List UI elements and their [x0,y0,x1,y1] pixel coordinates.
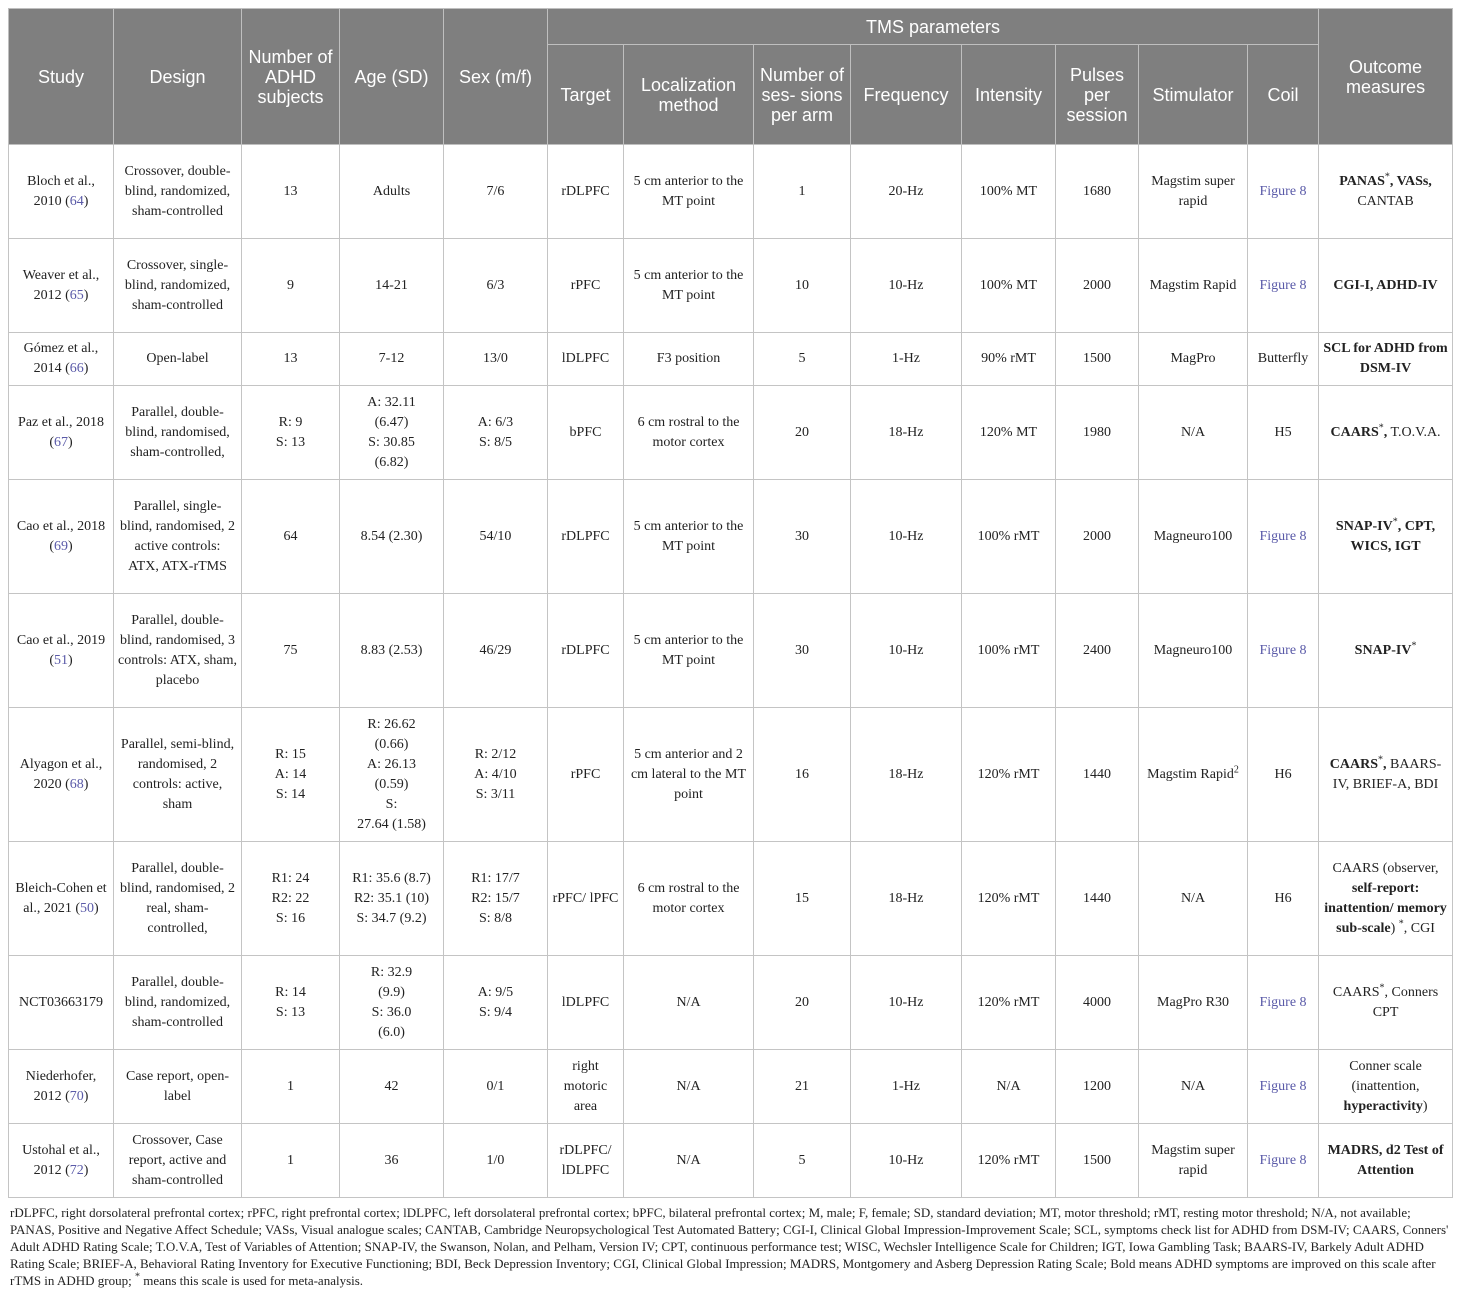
cell-sex: 7/6 [444,145,548,239]
cell-sessions: 20 [754,956,851,1050]
cell-number-adhd: 13 [242,145,340,239]
cell-age [340,386,444,480]
cell-frequency: 18-Hz [851,708,962,842]
cell-frequency: 10-Hz [851,480,962,594]
cell-stimulator [1139,956,1248,1050]
age-line: 27.64 (1.58) [357,816,426,832]
cell-outcome [1319,480,1453,594]
stimulator-name: MagPro R30 [1157,994,1229,1010]
footnote-text: rDLPFC, right dorsolateral prefrontal cortex; rPFC, right prefrontal cortex; lDLPFC, left dorsolateral prefrontal cortex; bPFC, bilateral prefrontal cortex; M, male; F, female; SD, standard deviation; MT, motor threshold; rMT, resting motor threshold; N/A, not available; PANAS, Positive and Negative Affect Schedule; VASs, Visual analogue scales; CANTAB, Cambridge Neuropsychological Test Automated Battery; CGI-I, Clinical Global Impression-Improvement Scale; SCL, symptoms check list for ADHD from DSM-IV; CAARS, Conners' Adult ADHD Rating Scale; T.O.V.A, Test of Variables of Attention; SNAP-IV, the Swanson, Nolan, and Pelham, Version IV; CPT, continuous performance test; WISC, Wechsler Intelligence Scale for Children; IGT, Iowa Gambling Task; BAARS-IV, Barkely Adult ADHD Rating Scale; BRIEF-A, Behavioral Rating Inventory for Executive Functioning; BDI, Beck Depression Inventory; CGI, Clinical Global Impression; MADRS, Montgomery and Asberg Depression Rating Scale; Bold means ADHD symptoms are improved on this scale after rTMS in ADHD group; [10,1205,1449,1288]
cell-sex [444,386,548,480]
footnote-tail: means this scale is used for meta-analysis. [139,1273,364,1288]
stimulator-name: Magneuro100 [1153,528,1233,544]
cell-design: Crossover, single-blind, randomized, sham-controlled [114,239,242,333]
header-pulses: Pulses per session [1056,45,1139,145]
cell-intensity: 120% rMT [962,842,1056,956]
cell-outcome [1319,842,1453,956]
age-line: R1: 35.6 (8.7) [352,870,431,886]
age-line: R: 26.62 [367,716,416,732]
sex-line: S: 8/5 [478,434,513,450]
sex-line: S: 3/11 [475,786,516,802]
outcome-part: hyperactivity [1343,1098,1423,1114]
age-line: R: 32.9 [370,964,413,980]
cell-frequency: 10-Hz [851,594,962,708]
header-stimulator: Stimulator [1139,45,1248,145]
stimulator-name: N/A [1180,424,1206,440]
number-adhd-line: R2: 22 [271,890,310,906]
cell-coil[interactable]: Figure 8 [1248,1124,1319,1198]
cell-outcome [1319,594,1453,708]
cell-age [340,842,444,956]
cell-coil: H6 [1248,842,1319,956]
cell-stimulator [1139,842,1248,956]
table-row [9,594,1453,708]
outcome-part: Conner scale (inattention, [1349,1058,1422,1094]
cell-sessions: 1 [754,145,851,239]
study-name: Weaver et al., 2012 ( [22,267,100,303]
age-line: S: 36.0 [371,1004,412,1020]
cell-coil[interactable]: Figure 8 [1248,1050,1319,1124]
cell-frequency: 1-Hz [851,1050,962,1124]
cell-study [9,708,114,842]
cell-localization: 5 cm anterior to the MT point [624,145,754,239]
cell-target: right motoric area [548,1050,624,1124]
cell-age: Adults [340,145,444,239]
number-adhd-line: R: 15 [275,746,306,762]
reference-link[interactable]: 67 [54,434,68,450]
cell-coil: H6 [1248,708,1319,842]
number-adhd-line: S: 14 [275,786,306,802]
cell-intensity: 120% rMT [962,708,1056,842]
study-name-end: ) [94,900,99,916]
outcome-part: CAARS [1329,756,1378,772]
cell-number-adhd: 1 [242,1050,340,1124]
outcome-part: self-report: inattention/ memory sub-scale [1324,880,1447,936]
cell-number-adhd [242,708,340,842]
study-name-end: ) [83,1162,89,1178]
cell-target: rPFC [548,708,624,842]
outcome-part: ) [1390,920,1399,936]
header-frequency: Frequency [851,45,962,145]
cell-localization: 5 cm anterior to the MT point [624,239,754,333]
cell-pulses: 1440 [1056,708,1139,842]
outcome-part: * [1392,515,1398,527]
age-line: S: 34.7 (9.2) [356,910,427,926]
number-adhd-line: R: 14 [275,984,306,1000]
cell-target: rDLPFC/ lDLPFC [548,1124,624,1198]
cell-sessions: 21 [754,1050,851,1124]
cell-outcome [1319,956,1453,1050]
cell-localization: 5 cm anterior and 2 cm lateral to the MT point [624,708,754,842]
study-name: NCT03663179 [19,994,103,1010]
cell-stimulator [1139,594,1248,708]
outcome-part: , Conners CPT [1372,984,1439,1020]
study-name-end: ) [83,1088,89,1104]
cell-sessions: 30 [754,594,851,708]
table-row [9,386,1453,480]
cell-coil[interactable]: Figure 8 [1248,145,1319,239]
sex-line: S: 8/8 [478,910,513,926]
cell-design: Crossover, double-blind, randomized, sham-controlled [114,145,242,239]
cell-sex [444,956,548,1050]
header-number-adhd: Number of ADHD subjects [242,9,340,145]
cell-frequency: 10-Hz [851,1124,962,1198]
outcome-part: * [1384,170,1390,182]
outcome-part: MADRS, d2 Test of Attention [1327,1142,1444,1178]
reference-link[interactable]: 70 [69,1088,84,1104]
cell-localization: N/A [624,1124,754,1198]
sex-line: A: 4/10 [474,766,517,782]
cell-frequency: 20-Hz [851,145,962,239]
cell-coil[interactable]: Figure 8 [1248,956,1319,1050]
cell-coil: Butterfly [1248,333,1319,386]
cell-stimulator [1139,145,1248,239]
cell-target: rDLPFC [548,480,624,594]
study-name-end: ) [83,193,89,209]
cell-design: Parallel, double-blind, randomized, sham-controlled [114,956,242,1050]
cell-intensity: 100% MT [962,145,1056,239]
cell-localization: 5 cm anterior to the MT point [624,594,754,708]
table-row [9,1050,1453,1124]
cell-frequency: 10-Hz [851,956,962,1050]
cell-age: 8.83 (2.53) [340,594,444,708]
cell-localization: F3 position [624,333,754,386]
reference-link[interactable]: 64 [69,193,84,209]
cell-design: Parallel, double-blind, randomised, 3 controls: ATX, sham, placebo [114,594,242,708]
cell-pulses: 1500 [1056,1124,1139,1198]
table-row [9,708,1453,842]
study-name-end: ) [83,361,89,376]
table-row [9,333,1453,386]
number-adhd-line: S: 16 [275,910,306,926]
reference-link[interactable]: 69 [54,538,68,554]
cell-number-adhd: 13 [242,333,340,386]
cell-design: Open-label [114,333,242,386]
cell-outcome [1319,333,1453,386]
cell-number-adhd [242,956,340,1050]
stimulator-superscript: 2 [1233,763,1239,775]
table-row [9,480,1453,594]
reference-link[interactable]: 72 [69,1162,84,1178]
study-name: Bloch et al., 2010 ( [27,173,95,209]
cell-target: rDLPFC [548,145,624,239]
header-outcome: Outcome measures [1319,9,1453,145]
cell-number-adhd [242,842,340,956]
cell-sex: 1/0 [444,1124,548,1198]
study-name-end: ) [68,652,73,668]
study-name-end: ) [83,287,89,303]
reference-link[interactable]: 51 [54,652,68,668]
number-adhd-line: S: 13 [275,434,306,450]
cell-stimulator [1139,708,1248,842]
cell-study [9,333,114,386]
outcome-part: T.O.V.A. [1387,424,1441,440]
study-name: Cao et al., 2019 ( [16,632,106,668]
stimulator-name: Magstim super rapid [1151,173,1235,209]
cell-coil[interactable]: Figure 8 [1248,239,1319,333]
cell-study [9,594,114,708]
cell-stimulator [1139,480,1248,594]
cell-target: lDLPFC [548,956,624,1050]
sex-line: A: 6/3 [477,414,514,430]
cell-pulses: 2000 [1056,239,1139,333]
header-study: Study [9,9,114,145]
header-age: Age (SD) [340,9,444,145]
cell-outcome [1319,386,1453,480]
cell-study [9,239,114,333]
cell-coil: H5 [1248,386,1319,480]
stimulator-name: Magstim Rapid [1147,766,1234,782]
cell-pulses: 1200 [1056,1050,1139,1124]
cell-stimulator [1139,386,1248,480]
cell-study [9,956,114,1050]
table-footnote [8,1204,1452,1289]
cell-pulses: 1680 [1056,145,1139,239]
cell-number-adhd: 1 [242,1124,340,1198]
table-figure [8,8,1452,1289]
cell-stimulator [1139,333,1248,386]
outcome-part: CANTAB [1357,193,1414,209]
study-name: Paz et al., 2018 ( [18,414,104,450]
cell-coil[interactable]: Figure 8 [1248,594,1319,708]
study-name: Bleich-Cohen et al., 2021 ( [15,880,107,916]
age-line: (6.82) [374,454,409,470]
reference-link[interactable]: 66 [69,361,84,376]
sex-line: R2: 15/7 [471,890,520,906]
cell-localization: 6 cm rostral to the motor cortex [624,842,754,956]
outcome-part: BAARS-IV, BRIEF-A, BDI [1332,756,1442,792]
cell-intensity: 120% rMT [962,1124,1056,1198]
number-adhd-line: R: 9 [278,414,303,430]
outcome-part: SNAP-IV [1354,642,1412,658]
cell-outcome [1319,1050,1453,1124]
cell-target: rPFC [548,239,624,333]
header-tms-parameters: TMS parameters [548,9,1319,45]
cell-design: Parallel, double-blind, randomised, 2 real, sham-controlled, [114,842,242,956]
cell-pulses: 2000 [1056,480,1139,594]
study-name: Ustohal et al., 2012 ( [22,1142,100,1178]
cell-age: 7-12 [340,333,444,386]
cell-stimulator [1139,1050,1248,1124]
study-name-end: ) [68,538,73,554]
cell-intensity: N/A [962,1050,1056,1124]
cell-localization: N/A [624,1050,754,1124]
age-line: A: 32.11 [367,394,416,410]
table-row [9,145,1453,239]
cell-coil[interactable]: Figure 8 [1248,480,1319,594]
outcome-part: PANAS [1339,173,1385,189]
age-line: S: 30.85 [368,434,415,450]
number-adhd-line: R1: 24 [271,870,310,886]
cell-intensity: 100% rMT [962,594,1056,708]
header-localization: Localization method [624,45,754,145]
cell-frequency: 18-Hz [851,842,962,956]
cell-number-adhd: 75 [242,594,340,708]
age-line: (0.66) [374,736,409,752]
outcome-part: CAARS (observer, [1332,860,1439,876]
reference-link[interactable]: 50 [80,900,95,916]
cell-sex: 0/1 [444,1050,548,1124]
cell-intensity: 100% MT [962,239,1056,333]
number-adhd-line: S: 13 [275,1004,306,1020]
cell-sessions: 30 [754,480,851,594]
age-line: (9.9) [378,984,405,1000]
study-name: Cao et al., 2018 ( [16,518,106,554]
outcome-part: * [1379,981,1385,993]
outcome-part: SCL for ADHD from DSM-IV [1323,341,1448,376]
header-intensity: Intensity [962,45,1056,145]
cell-localization: N/A [624,956,754,1050]
cell-sessions: 5 [754,333,851,386]
cell-target: lDLPFC [548,333,624,386]
sex-line: A: 9/5 [477,984,514,1000]
cell-design: Case report, open-label [114,1050,242,1124]
cell-intensity: 100% rMT [962,480,1056,594]
sex-line: S: 9/4 [478,1004,513,1020]
cell-outcome [1319,1124,1453,1198]
number-adhd-line: A: 14 [274,766,307,782]
cell-age: 42 [340,1050,444,1124]
cell-age [340,708,444,842]
cell-stimulator [1139,1124,1248,1198]
rtms-studies-table [8,8,1453,1198]
cell-stimulator [1139,239,1248,333]
cell-pulses: 4000 [1056,956,1139,1050]
cell-sessions: 16 [754,708,851,842]
cell-number-adhd [242,386,340,480]
outcome-part: , CGI [1403,920,1435,936]
outcome-part: CGI-I, ADHD-IV [1333,277,1438,293]
cell-intensity: 90% rMT [962,333,1056,386]
study-name-end: ) [83,776,89,792]
study-name: Alyagon et al., 2020 ( [19,756,103,792]
cell-sessions: 5 [754,1124,851,1198]
table-row [9,239,1453,333]
cell-sex: 46/29 [444,594,548,708]
cell-age: 14-21 [340,239,444,333]
header-sex: Sex (m/f) [444,9,548,145]
outcome-part: CAARS [1330,424,1379,440]
header-design: Design [114,9,242,145]
outcome-part: , CPT, WICS, IGT [1350,518,1436,554]
cell-pulses: 2400 [1056,594,1139,708]
cell-sex [444,842,548,956]
outcome-part: , VASs, [1389,173,1432,189]
cell-design: Crossover, Case report, active and sham-controlled [114,1124,242,1198]
cell-study [9,842,114,956]
cell-frequency: 1-Hz [851,333,962,386]
cell-age: 36 [340,1124,444,1198]
sex-line: R1: 17/7 [471,870,520,886]
header-coil: Coil [1248,45,1319,145]
cell-frequency: 10-Hz [851,239,962,333]
cell-design: Parallel, semi-blind, randomised, 2 controls: active, sham [114,708,242,842]
outcome-part: SNAP-IV [1335,518,1393,534]
outcome-part: ) [1422,1098,1428,1114]
stimulator-name: N/A [1180,890,1206,906]
table-row [9,1124,1453,1198]
table-row [9,842,1453,956]
cell-pulses: 1440 [1056,842,1139,956]
cell-localization: 5 cm anterior to the MT point [624,480,754,594]
cell-age [340,956,444,1050]
stimulator-name: Magstim super rapid [1151,1142,1235,1178]
study-name-end: ) [68,434,73,450]
cell-outcome [1319,239,1453,333]
cell-intensity: 120% rMT [962,956,1056,1050]
stimulator-name: N/A [1180,1078,1206,1094]
cell-pulses: 1980 [1056,386,1139,480]
cell-study [9,480,114,594]
age-line: R2: 35.1 (10) [353,890,430,906]
outcome-part: * [1378,421,1384,433]
cell-outcome [1319,145,1453,239]
outcome-part: * [1411,639,1417,651]
cell-design: Parallel, double-blind, randomised, sham-controlled, [114,386,242,480]
cell-sessions: 10 [754,239,851,333]
cell-number-adhd: 9 [242,239,340,333]
cell-sessions: 20 [754,386,851,480]
age-line: (6.47) [374,414,409,430]
age-line: (0.59) [374,776,409,792]
cell-study [9,386,114,480]
outcome-part: , [1383,424,1388,440]
table-row [9,956,1453,1050]
cell-target: bPFC [548,386,624,480]
stimulator-name: Magstim Rapid [1149,277,1237,293]
cell-number-adhd: 64 [242,480,340,594]
cell-sessions: 15 [754,842,851,956]
reference-link[interactable]: 65 [69,287,84,303]
cell-sex: 13/0 [444,333,548,386]
sex-line: R: 2/12 [474,746,517,762]
cell-sex: 6/3 [444,239,548,333]
cell-pulses: 1500 [1056,333,1139,386]
stimulator-name: MagPro [1170,351,1216,366]
reference-link[interactable]: 68 [69,776,84,792]
study-name: Gómez et al., 2014 ( [23,341,99,376]
outcome-part: * [1398,917,1404,929]
cell-intensity: 120% MT [962,386,1056,480]
study-name: Niederhofer, 2012 ( [25,1068,97,1104]
age-line: S: [385,796,398,812]
cell-study [9,1050,114,1124]
cell-frequency: 18-Hz [851,386,962,480]
outcome-part: CAARS [1332,984,1380,1000]
cell-age: 8.54 (2.30) [340,480,444,594]
header-target: Target [548,45,624,145]
cell-study [9,1124,114,1198]
cell-design: Parallel, single-blind, randomised, 2 active controls: ATX, ATX-rTMS [114,480,242,594]
stimulator-name: Magneuro100 [1153,642,1233,658]
cell-target: rPFC/ lPFC [548,842,624,956]
cell-sex [444,708,548,842]
cell-target: rDLPFC [548,594,624,708]
outcome-part: * [1377,753,1383,765]
cell-localization: 6 cm rostral to the motor cortex [624,386,754,480]
cell-study [9,145,114,239]
age-line: A: 26.13 [367,756,416,772]
age-line: (6.0) [378,1024,405,1040]
footnote-asterisk: * [134,1271,140,1283]
outcome-part: , [1382,756,1387,772]
cell-outcome [1319,708,1453,842]
cell-sex: 54/10 [444,480,548,594]
header-sessions: Number of ses- sions per arm [754,45,851,145]
